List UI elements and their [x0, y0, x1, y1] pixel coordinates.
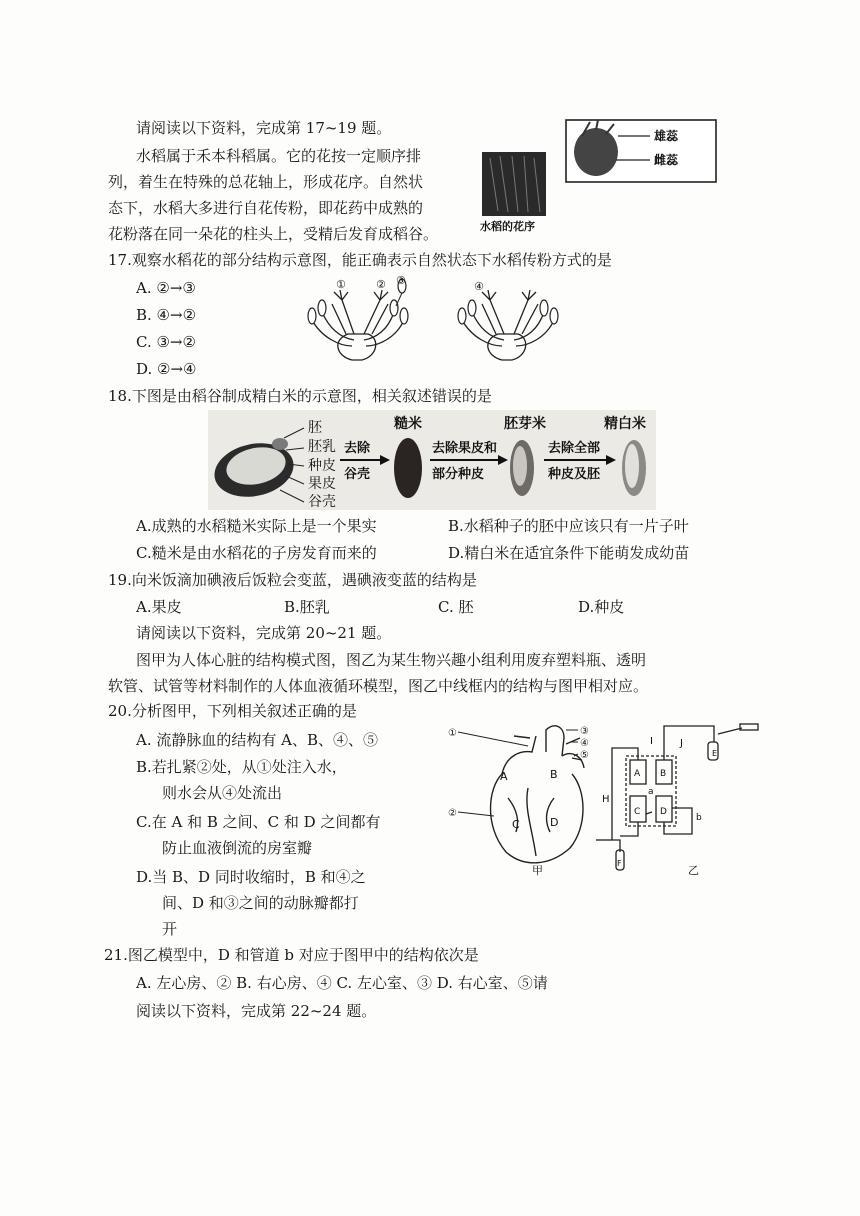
q17-mark-1: ①	[336, 278, 346, 291]
stage-polished-rice-label: 精白米	[604, 416, 646, 432]
arrow1-line2: 谷壳	[344, 467, 371, 482]
q18-option-a[interactable]: A.成熟的水稻糙米实际上是一个果实	[136, 517, 377, 535]
inflorescence-caption: 水稻的花序	[480, 220, 535, 233]
heart-figure	[446, 716, 768, 880]
model-tube-b: b	[696, 813, 702, 823]
q20-option-a[interactable]: A. 流静脉血的结构有 A、B、④、⑤	[136, 731, 378, 749]
model-h: H	[602, 794, 610, 805]
arrow2-line2: 部分种皮	[432, 467, 485, 482]
q17-option-a[interactable]: A. ②→③	[136, 279, 196, 297]
passage1-line2: 列，着生在特殊的总花轴上，形成花序。自然状	[108, 173, 424, 191]
arrow2-line1: 去除果皮和	[432, 441, 498, 456]
passage1-line4: 花粉落在同一朵花的柱头上，受精后发育成稻谷。	[108, 225, 439, 243]
arrow3-line1: 去除全部	[548, 441, 601, 456]
model-caption: 乙	[688, 864, 699, 877]
heart-mark-3: ③	[580, 726, 589, 737]
model-i: I	[650, 736, 653, 747]
q17-mark-2: ②	[376, 278, 386, 291]
q18-stem: 18.下图是由稻谷制成精白米的示意图，相关叙述错误的是	[108, 387, 492, 405]
q20-option-d-cont1: 间、D 和③之间的动脉瓣都打	[162, 894, 359, 912]
q17-stem: 17.观察水稻花的部分结构示意图，能正确表示自然状态下水稻传粉方式的是	[108, 251, 612, 269]
heart-chamber-a: A	[500, 770, 508, 783]
rice-milling-figure	[208, 410, 656, 510]
q20-option-d[interactable]: D.当 B、D 同时收缩时，B 和④之	[136, 868, 366, 886]
passage1-line3: 态下，水稻大多进行自花传粉，即花药中成熟的	[108, 199, 424, 217]
intro-22-24: 阅读以下资料，完成第 22~24 题。	[136, 1002, 377, 1020]
q19-option-d[interactable]: D.种皮	[578, 598, 625, 616]
heart-chamber-b: B	[550, 768, 558, 781]
model-c: C	[634, 807, 641, 817]
model-tube-a: a	[648, 787, 654, 797]
model-d: D	[660, 807, 667, 817]
q18-option-c[interactable]: C.糙米是由水稻花的子房发育而来的	[136, 544, 377, 562]
heart-chamber-d: D	[550, 816, 559, 829]
model-e: E	[712, 749, 718, 758]
q20-option-c-cont: 防止血液倒流的房室瓣	[162, 839, 313, 857]
stage-brown-rice-label: 糙米	[394, 416, 422, 432]
q19-stem: 19.向米饭滴加碘液后饭粒会变蓝，遇碘液变蓝的结构是	[108, 571, 477, 589]
q20-option-b[interactable]: B.若扎紧②处，从①处注入水，	[136, 758, 347, 776]
model-b: B	[660, 769, 667, 779]
passage2-line2: 软管、试管等材料制作的人体血液循环模型，图乙中线框内的结构与图甲相对应。	[108, 677, 649, 695]
model-f: F	[617, 859, 622, 868]
intro-20-21: 请阅读以下资料，完成第 20~21 题。	[136, 624, 392, 642]
q17-option-d[interactable]: D. ②→④	[136, 360, 197, 378]
heart-mark-2: ②	[448, 808, 457, 819]
grain-label-pericarp: 果皮	[308, 476, 336, 492]
grain-label-embryo: 胚	[308, 420, 322, 436]
q21-options[interactable]: A. 左心房、② B. 右心房、④ C. 左心室、③ D. 右心室、⑤请	[136, 974, 548, 992]
stage-germ-rice-label: 胚芽米	[504, 416, 546, 432]
q20-option-c[interactable]: C.在 A 和 B 之间、C 和 D 之间都有	[136, 813, 381, 831]
q20-option-b-cont: 则水会从④处流出	[162, 784, 283, 802]
q20-stem: 20.分析图甲，下列相关叙述正确的是	[108, 702, 357, 720]
passage2-line1: 图甲为人体心脏的结构模式图，图乙为某生物兴趣小组利用废弃塑料瓶、透明	[136, 651, 647, 669]
q17-option-b[interactable]: B. ④→②	[136, 306, 197, 324]
rice-inflorescence-figure	[478, 116, 728, 236]
model-a: A	[634, 769, 641, 779]
heart-mark-4: ④	[580, 738, 589, 749]
pistil-label: 雌蕊	[654, 153, 679, 167]
q17-mark-4: ④	[474, 280, 484, 293]
q19-option-c[interactable]: C. 胚	[438, 598, 474, 616]
q18-option-d[interactable]: D.精白米在适宜条件下能萌发成幼苗	[448, 544, 690, 562]
model-j: J	[680, 738, 683, 749]
grain-label-husk: 谷壳	[308, 494, 336, 510]
heart-chamber-c: C	[512, 818, 520, 831]
q17-mark-3: ③	[396, 276, 406, 287]
arrow3-line2: 种皮及胚	[548, 467, 601, 482]
q18-option-b[interactable]: B.水稻种子的胚中应该只有一片子叶	[448, 517, 689, 535]
q19-option-a[interactable]: A.果皮	[136, 598, 182, 616]
grain-label-endosperm: 胚乳	[308, 439, 336, 455]
arrow1-line1: 去除	[344, 441, 371, 456]
grain-label-seed-coat: 种皮	[308, 458, 336, 474]
heart-mark-5: ⑤	[580, 750, 589, 761]
q21-stem: 21.图乙模型中，D 和管道 b 对应于图甲中的结构依次是	[104, 946, 479, 964]
q19-option-b[interactable]: B.胚乳	[284, 598, 330, 616]
intro-17-19: 请阅读以下资料，完成第 17~19 题。	[136, 119, 392, 137]
heart-caption: 甲	[532, 864, 543, 877]
passage1-line1: 水稻属于禾本科稻属。它的花按一定顺序排	[136, 147, 422, 165]
rice-flower-structure-figure	[292, 276, 582, 368]
q20-option-d-cont2: 开	[162, 920, 178, 938]
q17-option-c[interactable]: C. ③→②	[136, 333, 196, 351]
stamen-label: 雄蕊	[654, 129, 679, 143]
heart-mark-1: ①	[448, 728, 457, 739]
